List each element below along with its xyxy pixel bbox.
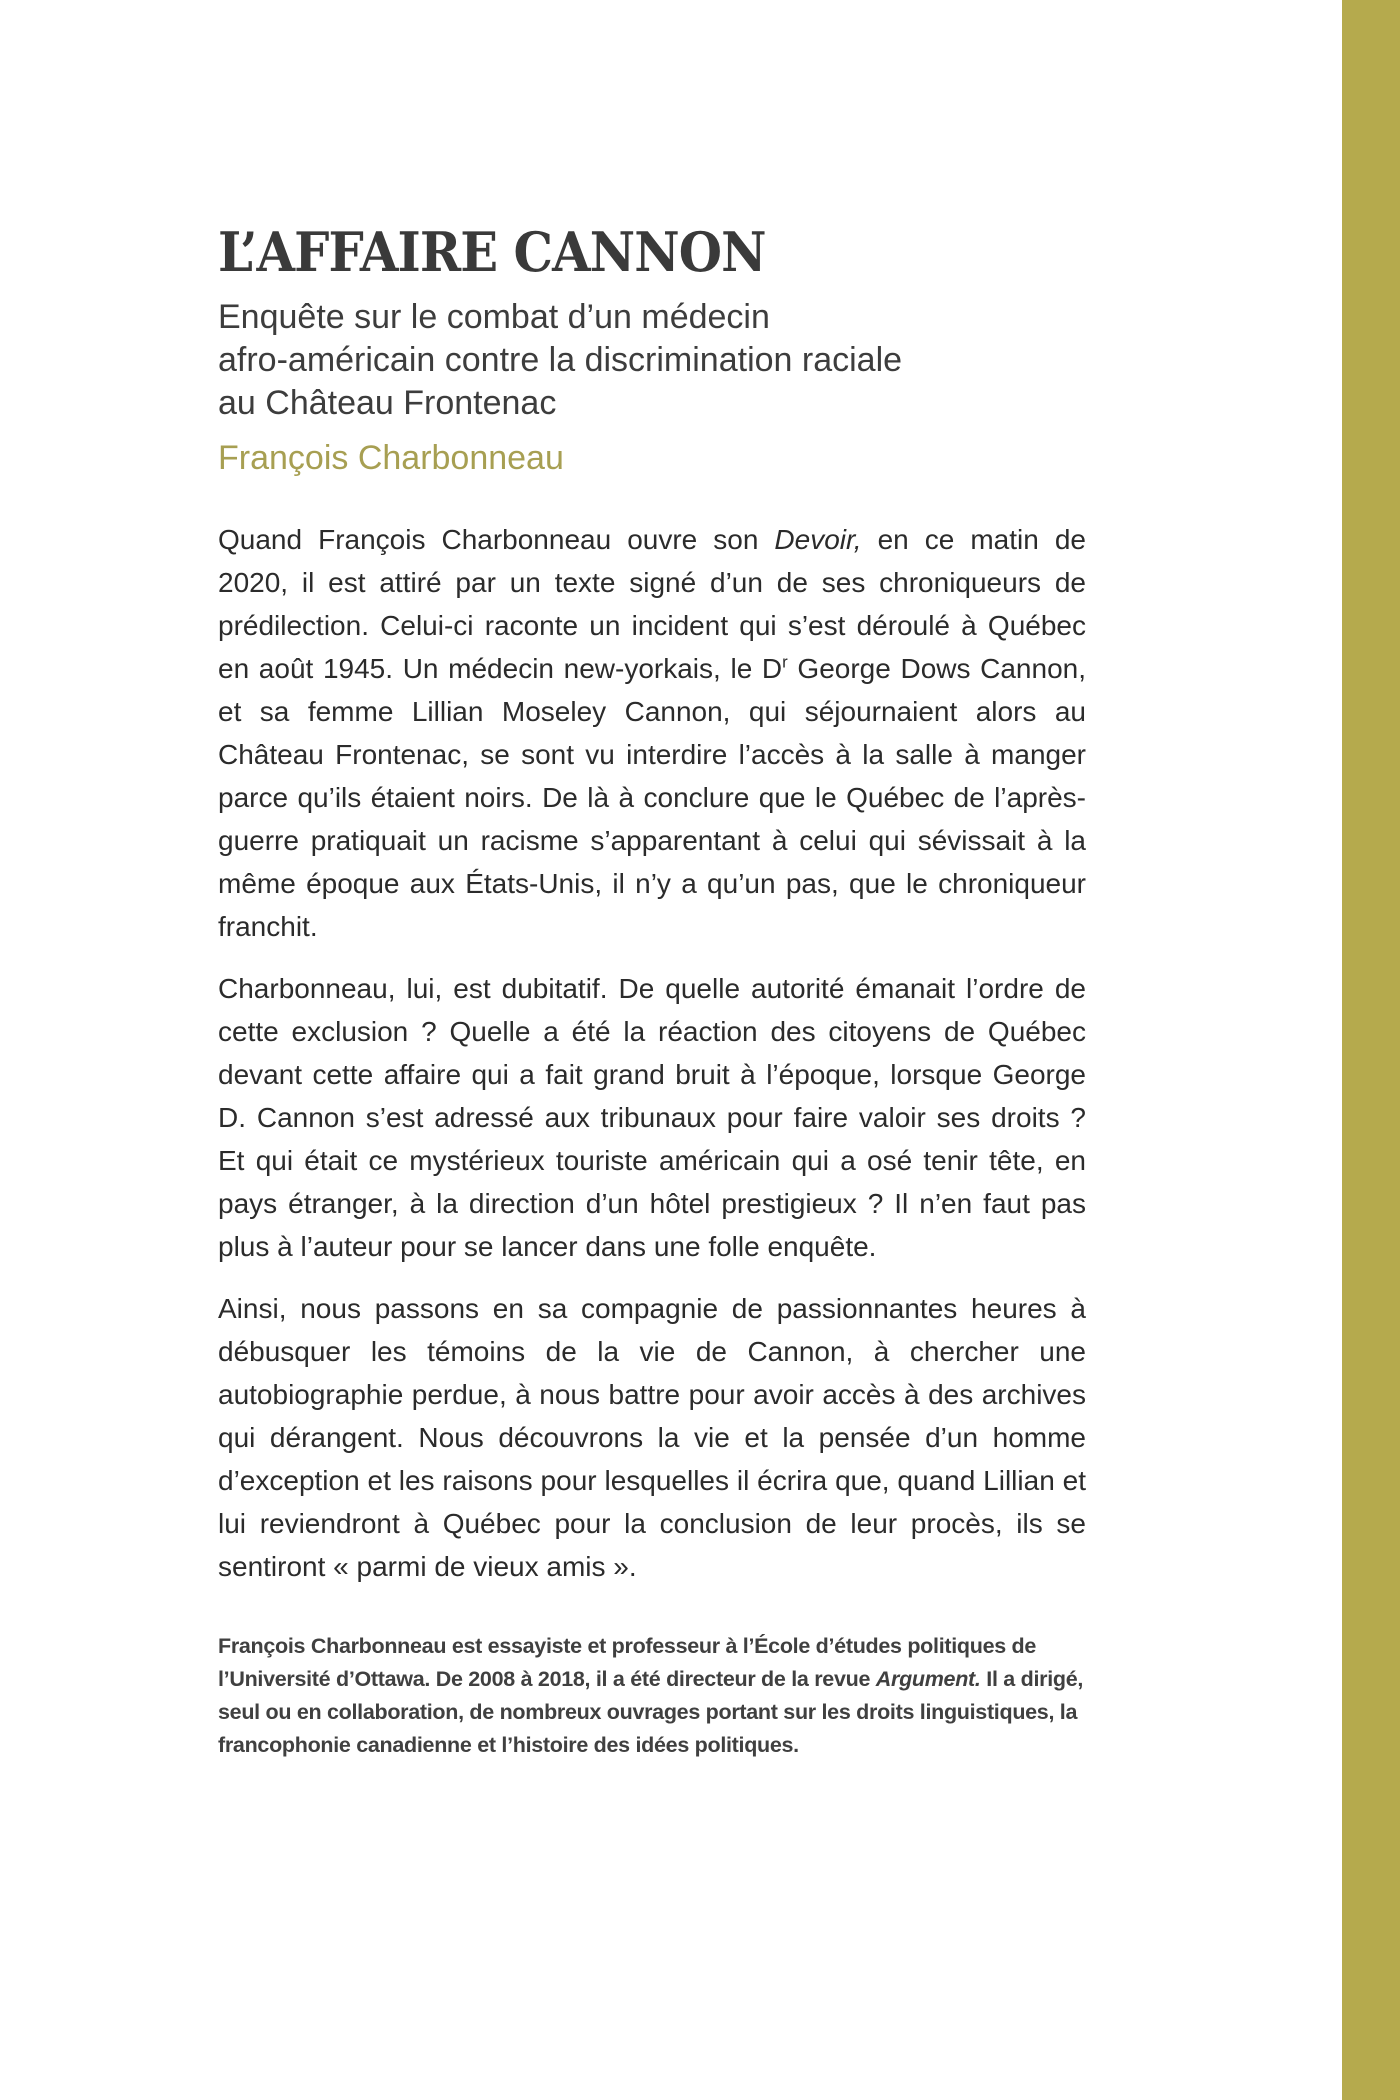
superscript: r	[782, 652, 788, 672]
text-run: Quand François Charbonneau ouvre son	[218, 524, 775, 555]
subtitle-line: Enquête sur le combat d’un médecin	[218, 298, 770, 336]
book-title: L’AFFAIRE CANNON	[218, 220, 766, 284]
text-run: François Charbonneau est essayiste et professeur à l’École d’études politiques de l’Université d’Ottawa. De 2008 à 2018, il a été directeur de la revue	[218, 1634, 1037, 1691]
text-run: Il a dirigé, seul ou en collaboration, de nombreux ouvrages portant sur les droits linguistiques, la francophonie canadienne et l’histoire des idées politiques.	[218, 1667, 1084, 1757]
summary-paragraph-3: Ainsi, nous passons en sa compagnie de passionnantes heures à débusquer les témoins de la vie de Cannon, à chercher une autobiographie perdue, à nous battre pour avoir accès à des archives qui dérangent. Nous découvrons la vie et la pensée d’un homme d’exception et les raisons pour lesquelles il écrira que, quand Lillian et lui reviendront à Québec pour la conclusion de leur procès, ils se sentiront « parmi de vieux amis ».	[218, 1293, 1086, 1582]
subtitle-line: afro-américain contre la discrimination raciale	[218, 341, 903, 379]
summary	[218, 518, 1086, 1588]
back-cover-content	[218, 220, 1086, 1762]
subtitle-line: au Château Frontenac	[218, 384, 557, 422]
journal-title: Argument.	[875, 1667, 981, 1691]
summary-paragraph-2: Charbonneau, lui, est dubitatif. De quelle autorité émanait l’ordre de cette exclusion ? Quelle a été la réaction des citoyens de Québec devant cette affaire qui a fait grand bruit à l’époque, lorsque George D. Cannon s’est adressé aux tribunaux pour faire valoir ses droits ? Et qui était ce mystérieux touriste américain qui a osé tenir tête, en pays étranger, à la direction d’un hôtel prestigieux ? Il n’en faut pas plus à l’auteur pour se lancer dans une folle enquête.	[218, 973, 1086, 1262]
accent-stripe	[1342, 0, 1400, 2100]
book-subtitle	[218, 296, 1086, 425]
text-run: George Dows Cannon, et sa femme Lillian Moseley Cannon, qui séjournaient alors au Château Frontenac, se sont vu interdire l’accès à la salle à manger parce qu’ils étaient noirs. De là à conclure que le Québec de l’après-guerre pratiquait un racisme s’apparentant à celui qui sévissait à la même époque aux États-Unis, il n’y a qu’un pas, que le chroniqueur franchit.	[218, 653, 1087, 942]
text-run: en ce matin de 2020, il est attiré par un texte signé d’un de ses chroniqueurs de prédilection. Celui-ci raconte un incident qui s’est déroulé à Québec en août 1945. Un médecin new-yorkais, le D	[218, 524, 1086, 684]
summary-paragraph-1	[218, 518, 1086, 948]
author-name: François Charbonneau	[218, 439, 564, 477]
author-bio	[218, 1630, 1086, 1762]
newspaper-title: Devoir,	[774, 524, 862, 555]
